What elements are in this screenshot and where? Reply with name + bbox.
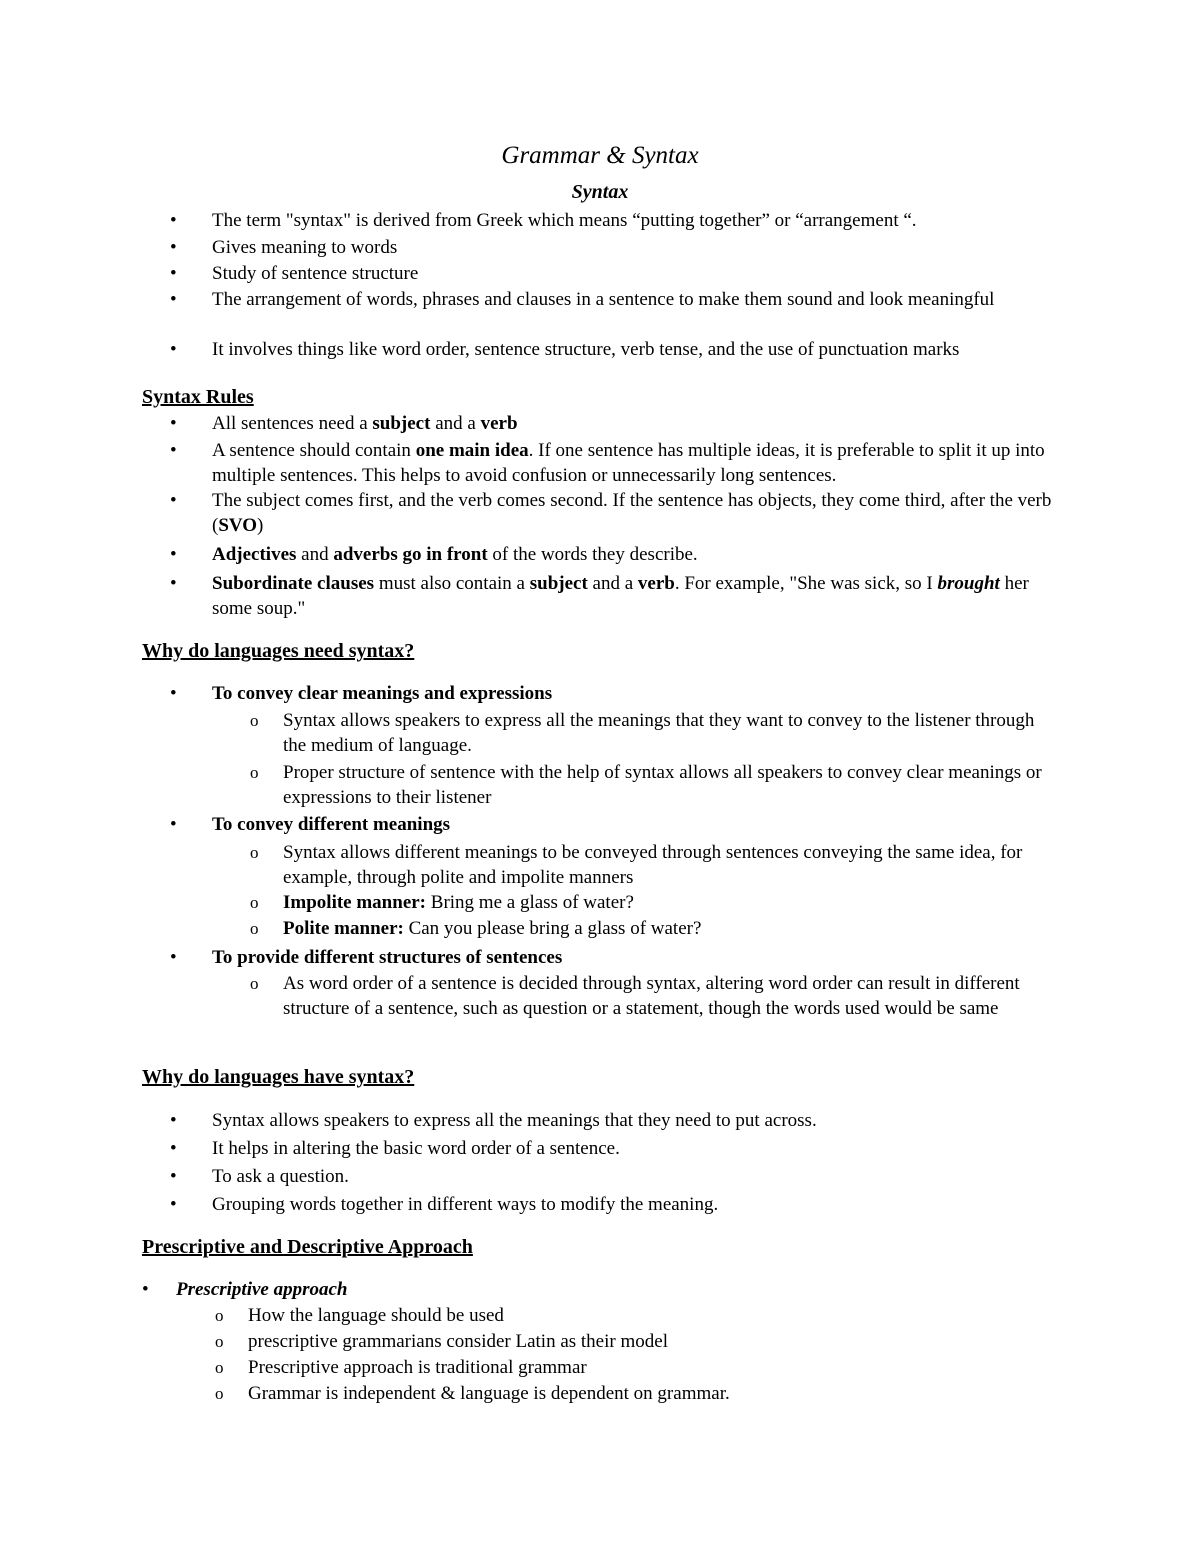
sub-bullet-marker: o [215, 1384, 224, 1403]
sub-bullet-marker: o [215, 1306, 224, 1325]
bullet-marker: • [170, 1110, 177, 1131]
bullet-marker: • [170, 1166, 177, 1187]
rule-item-3: The subject comes first, and the verb comes second. If the sentence has objects, they come third, after the verb (SVO) [212, 490, 1052, 536]
bullet-marker: • [142, 1279, 149, 1300]
sub-bullet-marker: o [250, 974, 259, 993]
approach-sub-1: How the language should be used [248, 1305, 504, 1326]
intro-item-4: The arrangement of words, phrases and clauses in a sentence to make them sound and look meaningful [212, 289, 995, 310]
have-item-3: To ask a question. [212, 1166, 349, 1187]
need-point-1: To convey clear meanings and expressions [212, 683, 553, 704]
bullet-marker: • [170, 947, 177, 968]
have-item-1: Syntax allows speakers to express all the meanings that they need to put across. [212, 1110, 817, 1131]
rule-item-4: Adjectives and adverbs go in front of the words they describe. [212, 544, 698, 565]
need-point-2-sub-1: Syntax allows different meanings to be conveyed through sentences conveying the same idea, for example, through polite and impolite manners [283, 842, 1023, 888]
bullet-marker: • [170, 263, 177, 284]
rule-item-1: All sentences need a subject and a verb [212, 413, 518, 434]
section-subtitle-syntax: Syntax [571, 181, 629, 203]
heading-why-have-syntax: Why do languages have syntax? [142, 1066, 415, 1088]
bullet-marker: • [170, 237, 177, 258]
need-point-2-sub-3: Polite manner: Can you please bring a glass of water? [283, 918, 702, 939]
bullet-marker: • [170, 683, 177, 704]
bullet-marker: • [170, 544, 177, 565]
document-title: Grammar & Syntax [501, 142, 699, 169]
bullet-marker: • [170, 289, 177, 310]
intro-item-3: Study of sentence structure [212, 263, 419, 284]
sub-bullet-marker: o [215, 1358, 224, 1377]
heading-syntax-rules: Syntax Rules [142, 386, 254, 408]
sub-bullet-marker: o [215, 1332, 224, 1351]
bullet-marker: • [170, 1194, 177, 1215]
approach-prescriptive-label: Prescriptive approach [176, 1279, 348, 1300]
rule-item-2: A sentence should contain one main idea. If one sentence has multiple ideas, it is preferable to split it up into multiple sentences. This helps to avoid confusion or unnecessarily long sentences. [212, 440, 1045, 486]
bullet-marker: • [170, 210, 177, 231]
sub-bullet-marker: o [250, 843, 259, 862]
bullet-marker: • [170, 413, 177, 434]
need-point-2-sub-2: Impolite manner: Bring me a glass of water? [283, 892, 634, 913]
need-point-1-sub-1: Syntax allows speakers to express all the meanings that they want to convey to the listener through the medium of language. [283, 710, 1035, 756]
bullet-marker: • [170, 339, 177, 360]
heading-why-need-syntax: Why do languages need syntax? [142, 640, 415, 662]
need-point-3-sub-1: As word order of a sentence is decided through syntax, altering word order can result in different structure of a sentence, such as question or a statement, though the words used would be same [283, 973, 1020, 1019]
have-item-2: It helps in altering the basic word order of a sentence. [212, 1138, 620, 1159]
bullet-marker: • [170, 440, 177, 461]
approach-sub-4: Grammar is independent & language is dependent on grammar. [248, 1383, 730, 1404]
sub-bullet-marker: o [250, 711, 259, 730]
sub-bullet-marker: o [250, 893, 259, 912]
have-item-4: Grouping words together in different ways to modify the meaning. [212, 1194, 719, 1215]
sub-bullet-marker: o [250, 763, 259, 782]
intro-item-2: Gives meaning to words [212, 237, 398, 258]
sub-bullet-marker: o [250, 919, 259, 938]
intro-item-1: The term "syntax" is derived from Greek which means “putting together” or “arrangement “. [212, 210, 917, 231]
need-point-1-sub-2: Proper structure of sentence with the help of syntax allows all speakers to convey clear meanings or expressions to their listener [283, 762, 1042, 808]
need-point-3: To provide different structures of sentences [212, 947, 563, 968]
bullet-marker: • [170, 573, 177, 594]
approach-sub-2: prescriptive grammarians consider Latin as their model [248, 1331, 668, 1352]
heading-prescriptive-descriptive: Prescriptive and Descriptive Approach [142, 1236, 473, 1258]
bullet-marker: • [170, 1138, 177, 1159]
bullet-marker: • [170, 490, 177, 511]
approach-sub-3: Prescriptive approach is traditional grammar [248, 1357, 587, 1378]
bullet-marker: • [170, 814, 177, 835]
intro-item-5: It involves things like word order, sentence structure, verb tense, and the use of punctuation marks [212, 339, 960, 360]
need-point-2: To convey different meanings [212, 814, 451, 835]
rule-item-5: Subordinate clauses must also contain a subject and a verb. For example, "She was sick, so I brought her some soup." [212, 573, 1029, 619]
